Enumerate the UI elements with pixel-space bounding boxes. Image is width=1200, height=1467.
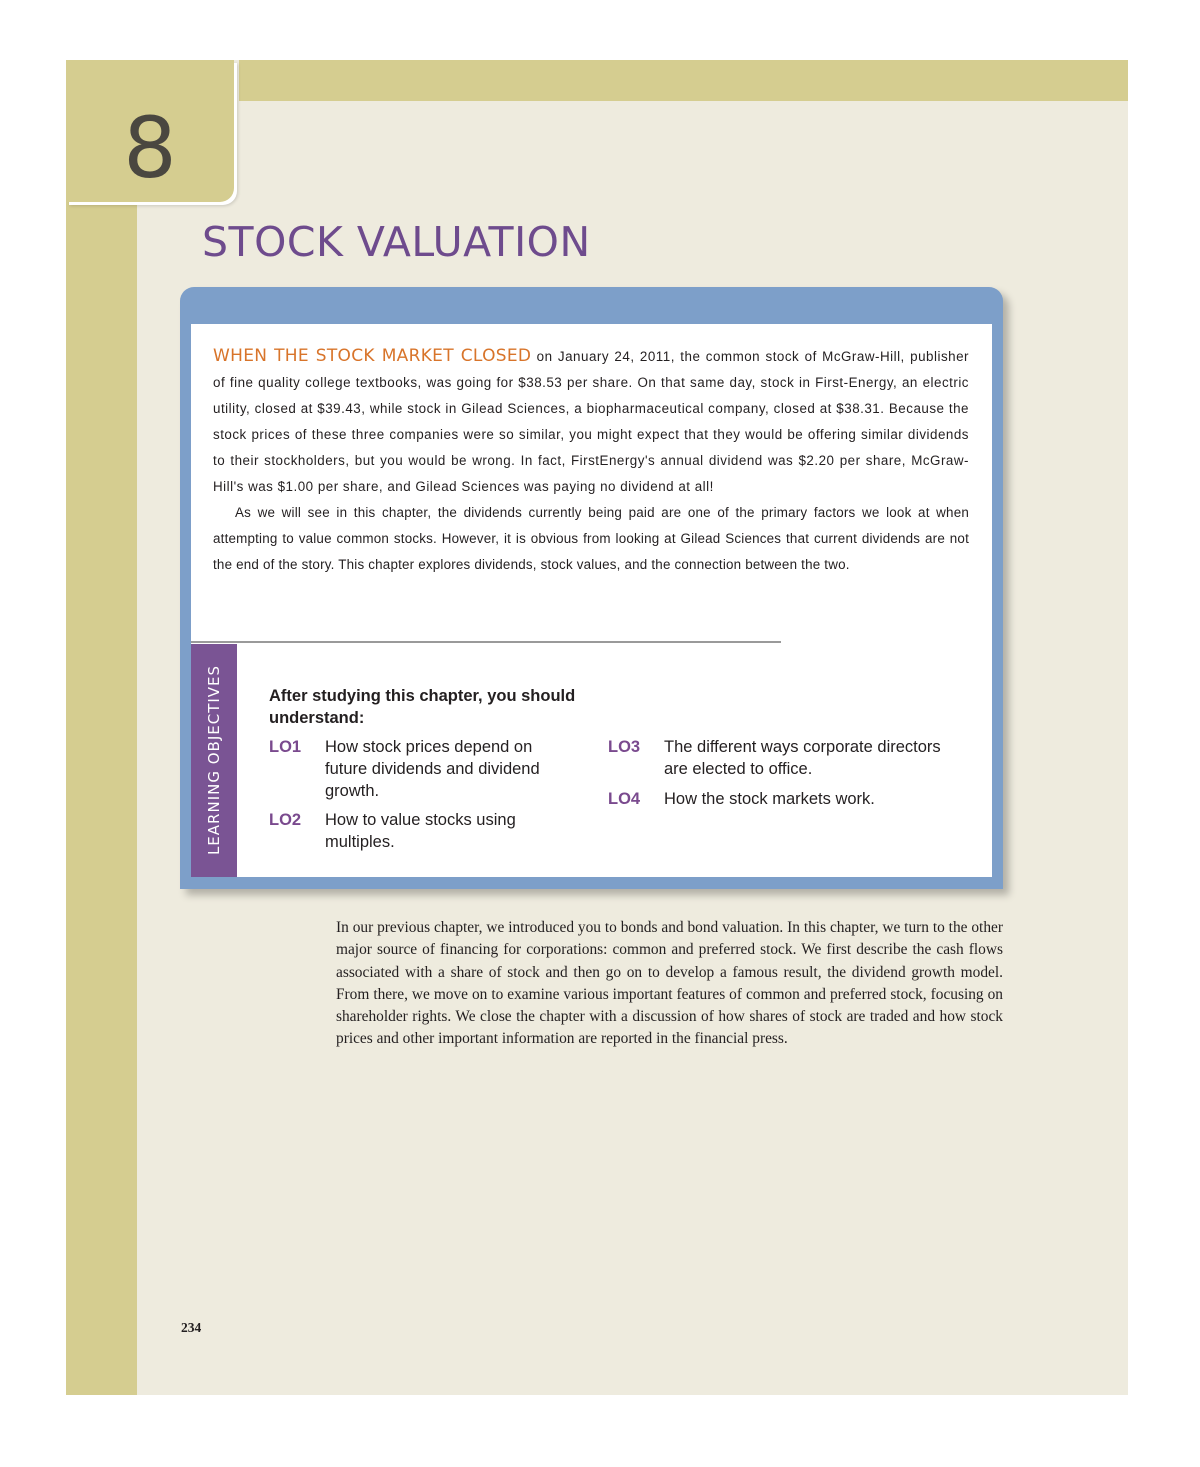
opener-paragraph-2: As we will see in this chapter, the dividends currently being paid are one of the primary factors we look at when attempting to value common stocks. However, it is obvious from looking at Gilead Sciences that current dividends are not the end of the story. This chapter explores dividends, stock values, and the connection between the two. xyxy=(213,505,969,572)
learning-objectives-heading: After studying this chapter, you should understand: xyxy=(269,687,576,727)
chapter-title: STOCK VALUATION xyxy=(202,218,591,266)
left-margin-band xyxy=(66,60,137,1395)
lo-code: LO1 xyxy=(269,738,302,756)
lo-code: LO3 xyxy=(608,738,641,756)
chapter-number: 8 xyxy=(123,99,177,197)
lo-text: The different ways corporate directors are elected to office. xyxy=(664,738,941,778)
lo-text: How to value stocks using multiples. xyxy=(325,811,516,851)
lo-text: How the stock markets work. xyxy=(664,790,875,808)
section-divider xyxy=(191,641,781,643)
page-number: 234 xyxy=(181,1320,202,1335)
lo-text: How stock prices depend on future dividends and dividend growth. xyxy=(325,738,540,800)
opener-paragraph-1 xyxy=(213,343,969,500)
top-header-band xyxy=(239,60,1128,101)
lo-code: LO4 xyxy=(608,790,641,808)
opener-text xyxy=(213,343,969,578)
learning-objectives-tab-label: LEARNING OBJECTIVES xyxy=(205,664,223,856)
opener-lead-in: WHEN THE STOCK MARKET CLOSED xyxy=(213,346,532,366)
lo-code: LO2 xyxy=(269,811,302,829)
opener-paragraph-1-text: on January 24, 2011, the common stock of McGraw-Hill, publisher of fine quality college textbooks, was going for $38.53 per share. On that same day, stock in First-Energy, an electric utility, closed at $39.43, while stock in Gilead Sciences, a biopharmaceutical company, closed at $38.31. Because the stock prices of these three companies were so similar, you might expect that they would be offering similar dividends to their stockholders, but you would be wrong. In fact, FirstEnergy's annual dividend was $2.20 per share, McGraw-Hill's was $1.00 per share, and Gilead Sciences was paying no dividend at all! xyxy=(213,349,969,494)
chapter-intro-paragraph: In our previous chapter, we introduced you to bonds and bond valuation. In this chapter, we turn to the other major source of financing for corporations: common and preferred stock. We first describe the cash flows associated with a share of stock and then go on to develop a famous result, the dividend growth model. From there, we move on to examine various important features of common and preferred stock, focusing on shareholder rights. We close the chapter with a discussion of how shares of stock are traded and how stock prices and other important information are reported in the financial press. xyxy=(336,919,1003,1048)
